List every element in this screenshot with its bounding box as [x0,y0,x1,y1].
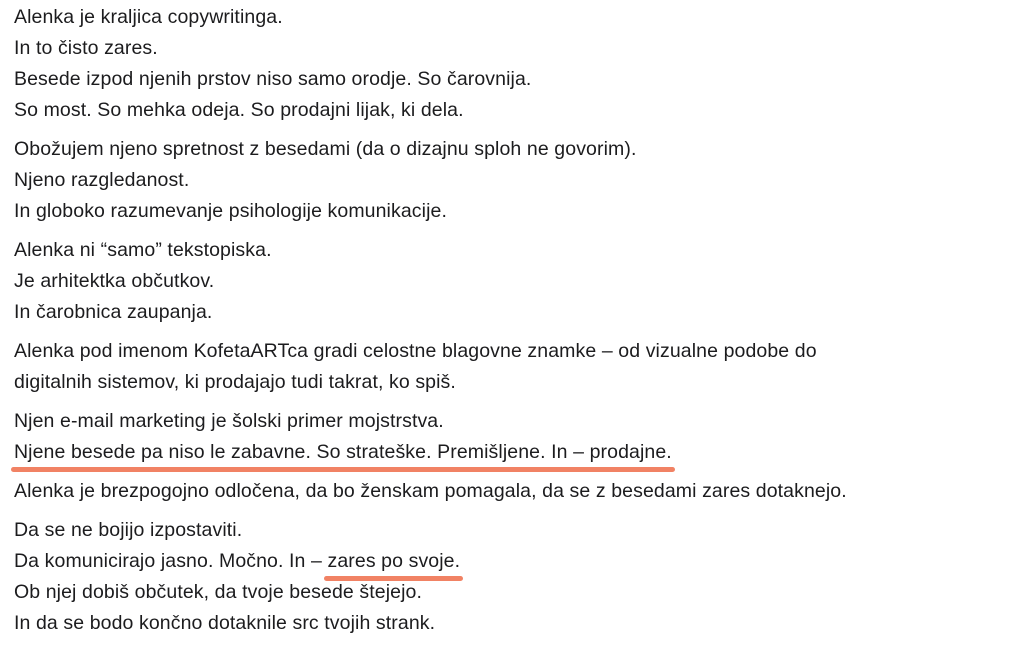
text-line: Alenka ni “samo” tekstopiska. [14,239,272,261]
text-line: In da se bodo končno dotaknile src tvojih strank. [14,612,436,634]
text-line: Alenka pod imenom KofetaARTca gradi celostne blagovne znamke – od vizualne podobe do [14,340,817,362]
paragraph-3 [14,235,1024,328]
text-line: Alenka je kraljica copywritinga. [14,6,283,28]
text-line: Alenka je brezpogojno odločena, da bo ženskam pomagala, da se z besedami zares dotaknejo. [14,480,847,502]
text-line: Ob njej dobiš občutek, da tvoje besede štejejo. [14,581,422,603]
text-line: Besede izpod njenih prstov niso samo orodje. So čarovnija. [14,68,532,90]
text-line: In to čisto zares. [14,37,158,59]
text-line: digitalnih sistemov, ki prodajajo tudi takrat, ko spiš. [14,371,456,393]
highlighted-line [14,546,1024,577]
paragraph-5 [14,406,1024,468]
paragraph-2 [14,134,1024,227]
text-line: Je arhitektka občutkov. [14,270,215,292]
text-line: So most. So mehka odeja. So prodajni lijak, ki dela. [14,99,464,121]
text-line: Njeno razgledanost. [14,169,190,191]
text-line: In globoko razumevanje psihologije komunikacije. [14,200,447,222]
text-line: Njen e-mail marketing je šolski primer mojstrstva. [14,410,444,432]
text-line: Obožujem njeno spretnost z besedami (da o dizajnu sploh ne govorim). [14,138,637,160]
text-line: In čarobnica zaupanja. [14,301,213,323]
highlighted-line [14,437,1024,468]
line-prefix: Da komunicirajo jasno. Močno. In – [14,550,328,572]
paragraph-6 [14,476,1024,507]
highlight-underline: Njene besede pa niso le zabavne. So strateške. Premišljene. In – prodajne. [14,437,672,468]
highlight-underline: zares po svoje. [327,546,460,577]
paragraph-7 [14,515,1024,639]
text-line: Da se ne bojijo izpostaviti. [14,519,243,541]
paragraph-4 [14,336,1024,398]
paragraph-1 [14,0,1024,126]
